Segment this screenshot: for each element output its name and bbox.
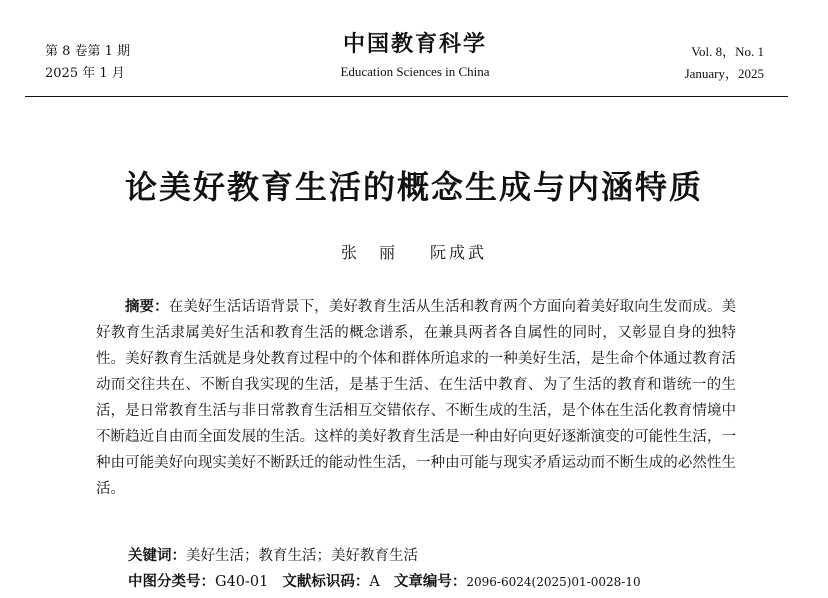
volume-issue-en: Vol. 8，No. 1 bbox=[691, 44, 764, 59]
abstract bbox=[96, 294, 736, 502]
classification-line bbox=[128, 571, 641, 593]
header-volume-cn bbox=[45, 41, 130, 85]
author: 张 丽 bbox=[340, 243, 398, 262]
date-cn: 2025 年 1 月 bbox=[45, 66, 125, 81]
keywords-label: 关键词： bbox=[128, 548, 186, 564]
date-en: January，2025 bbox=[684, 66, 764, 81]
article-number-value: 2096-6024(2025)01-0028-10 bbox=[466, 575, 641, 589]
abstract-text: 在美好生活话语背景下，美好教育生活从生活和教育两个方面向着美好取向生发而成。美好教育生活隶属美好生活和教育生活的概念谱系，在兼具两者各自属性的同时，又彰显自身的独特性。美好教育生活就是身处教育过程中的个体和群体所追求的一种美好生活，是生命个体通过教育活动而交往共在、不断自我实现的生活，是基于生活、在生活中教育、为了生活的教育和谐统一的生活，是日常教育生活与非日常教育生活相互交错依存、不断生成的生活，是个体在生活化教育情境中不断趋近自由而全面发展的生活。这样的美好教育生活是一种由好向更好逐渐演变的可能性生活，一种由可能美好向现实美好不断跃迁的能动性生活，一种由可能与现实矛盾运动而不断生成的必然性生活。 bbox=[96, 299, 737, 497]
doc-code-label: 文献标识码： bbox=[282, 574, 370, 590]
article-number-label: 文章编号： bbox=[393, 574, 467, 590]
journal-title-en: Education Sciences in China bbox=[340, 64, 490, 79]
abstract-label: 摘要： bbox=[125, 299, 169, 315]
header-rule bbox=[25, 96, 788, 97]
doc-code-value: A bbox=[369, 574, 380, 590]
header-volume-en bbox=[685, 41, 764, 85]
article-title: 论美好教育生活的概念生成与内涵特质 bbox=[124, 168, 703, 206]
clc-label: 中图分类号： bbox=[128, 574, 215, 590]
volume-issue-cn: 第 8 卷第 1 期 bbox=[45, 44, 131, 59]
clc-value: G40-01 bbox=[215, 574, 269, 590]
keywords bbox=[128, 545, 418, 567]
authors bbox=[0, 240, 828, 263]
journal-masthead bbox=[300, 30, 530, 82]
journal-title-cn: 中国教育科学 bbox=[342, 31, 487, 57]
keywords-text: 美好生活；教育生活；美好教育生活 bbox=[186, 548, 418, 564]
author: 阮成武 bbox=[430, 243, 488, 262]
